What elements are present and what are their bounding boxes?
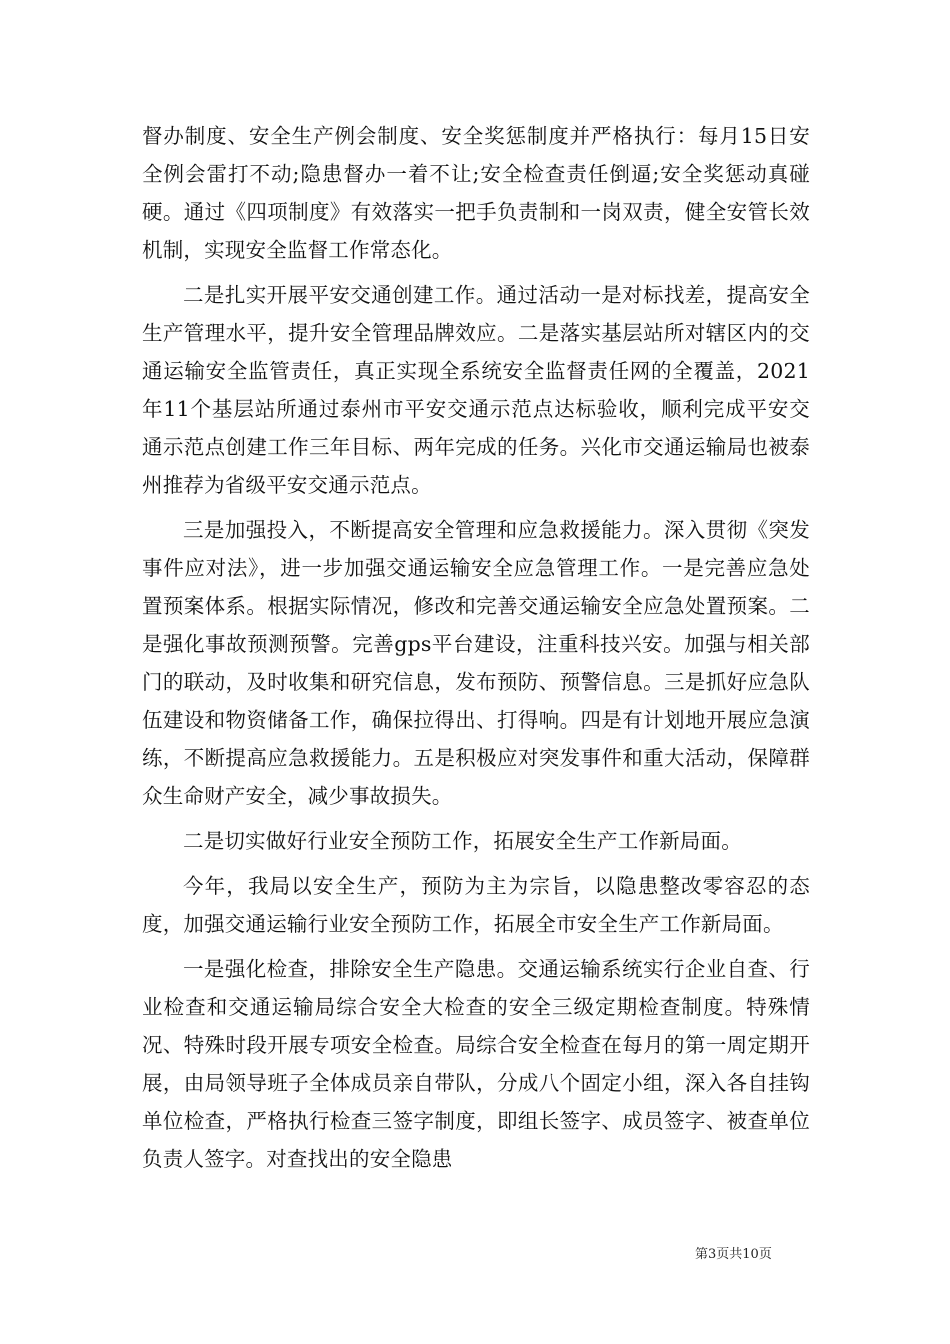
paragraph-prevention-heading: 二是切实做好行业安全预防工作，拓展安全生产工作新局面。 xyxy=(183,829,742,853)
paragraph-strengthen-inspection: 一是强化检查，排除安全生产隐患。交通运输系统实行企业自查、行业检查和交通运输局综合安全大检查的安全三级定期检查制度。特殊情况、特殊时段开展专项安全检查。局综合安全检查在每月的第一周定期开展，由局领导班子全体成员亲自带队，分成八个固定小组，深入各自挂钩单位检查，严格执行检查三签字制度，即组长签字、成员签字、被查单位负责人签字。对查找出的安全隐患 xyxy=(142,957,810,1171)
paragraph-safe-traffic-creation: 二是扎实开展平安交通创建工作。通过活动一是对标找差，提高安全生产管理水平，提升安全管理品牌效应。二是落实基层站所对辖区内的交通运输安全监管责任，真正实现全系统安全监督责任网的全覆盖，2021年11个基层站所通过泰州市平安交通示范点达标验收，顺利完成平安交通示范点创建工作三年目标、两年完成的任务。兴化市交通运输局也被泰州推荐为省级平安交通示范点。 xyxy=(142,283,810,497)
paragraph-emergency-capacity: 三是加强投入，不断提高安全管理和应急救援能力。深入贯彻《突发事件应对法》，进一步加强交通运输安全应急管理工作。一是完善应急处置预案体系。根据实际情况，修改和完善交通运输安全应急处置预案。二是强化事故预测预警。完善gps平台建设，注重科技兴安。加强与相关部门的联动，及时收集和研究信息，发布预防、预警信息。三是抓好应急队伍建设和物资储备工作，确保拉得出、打得响。四是有计划地开展应急演练，不断提高应急救援能力。五是积极应对突发事件和重大活动，保障群众生命财产安全，减少事故损失。 xyxy=(142,518,810,808)
paragraph-this-year: 今年，我局以安全生产，预防为主为宗旨，以隐患整改零容忍的态度，加强交通运输行业安全预防工作，拓展全市安全生产工作新局面。 xyxy=(142,874,810,936)
page-number-footer: 第3页共10页 xyxy=(695,1247,772,1262)
document-body xyxy=(142,117,810,1185)
paragraph-supervision-system: 督办制度、安全生产例会制度、安全奖惩制度并严格执行：每月15日安全例会雷打不动;隐患督办一着不让;安全检查责任倒逼;安全奖惩动真碰硬。通过《四项制度》有效落实一把手负责制和一岗双责，健全安管长效机制，实现安全监督工作常态化。 xyxy=(142,124,810,262)
